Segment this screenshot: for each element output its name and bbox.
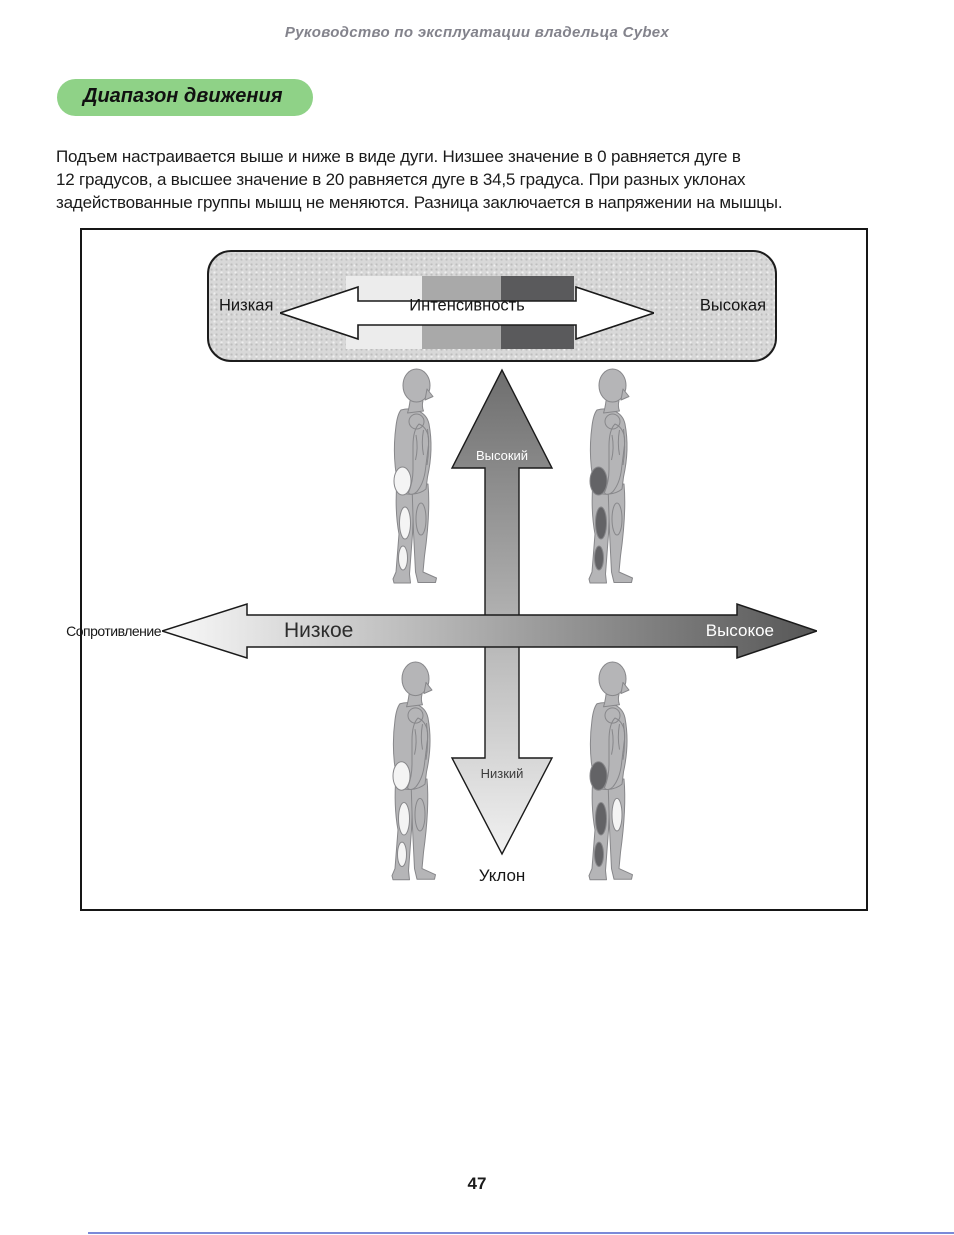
muscle-figure-bottom-right [568,660,656,892]
incline-low-label: Низкий [480,766,524,781]
intro-line-3: задействованные группы мышц не меняются. Разница заключается в напряжении на мышцы. [56,193,783,212]
intro-line-1: Подъем настраивается выше и ниже в виде дуги. Низшее значение в 0 равняется дуге в [56,147,741,166]
intensity-low-label: Низкая [219,296,274,315]
muscle-figure-top-right [568,367,656,595]
intensity-high-label: Высокая [699,296,766,315]
document-title: Руководство по эксплуатации владельца Cybex [284,24,670,41]
intensity-label: Интенсивность [409,296,525,315]
resistance-arrow [162,601,817,661]
resistance-low-label: Низкое [284,619,354,642]
muscle-figure-top-left [372,367,460,595]
muscle-figure-bottom-left [371,660,459,892]
incline-high-label: Высокий [475,448,529,463]
intro-paragraph [56,145,916,214]
resistance-high-label: Высокое [705,621,774,640]
bottom-rule [88,1232,954,1234]
section-badge: Диапазон движения [57,79,313,116]
intensity-scale-box [207,250,777,362]
incline-label: Уклон [478,866,526,885]
intro-line-2: 12 градусов, а высшее значение в 20 равняется дуге в 34,5 градуса. При разных уклонах [56,170,746,189]
page-number: 47 [467,1174,487,1193]
resistance-label: Сопротивление [66,623,161,639]
range-of-motion-diagram [66,228,868,911]
